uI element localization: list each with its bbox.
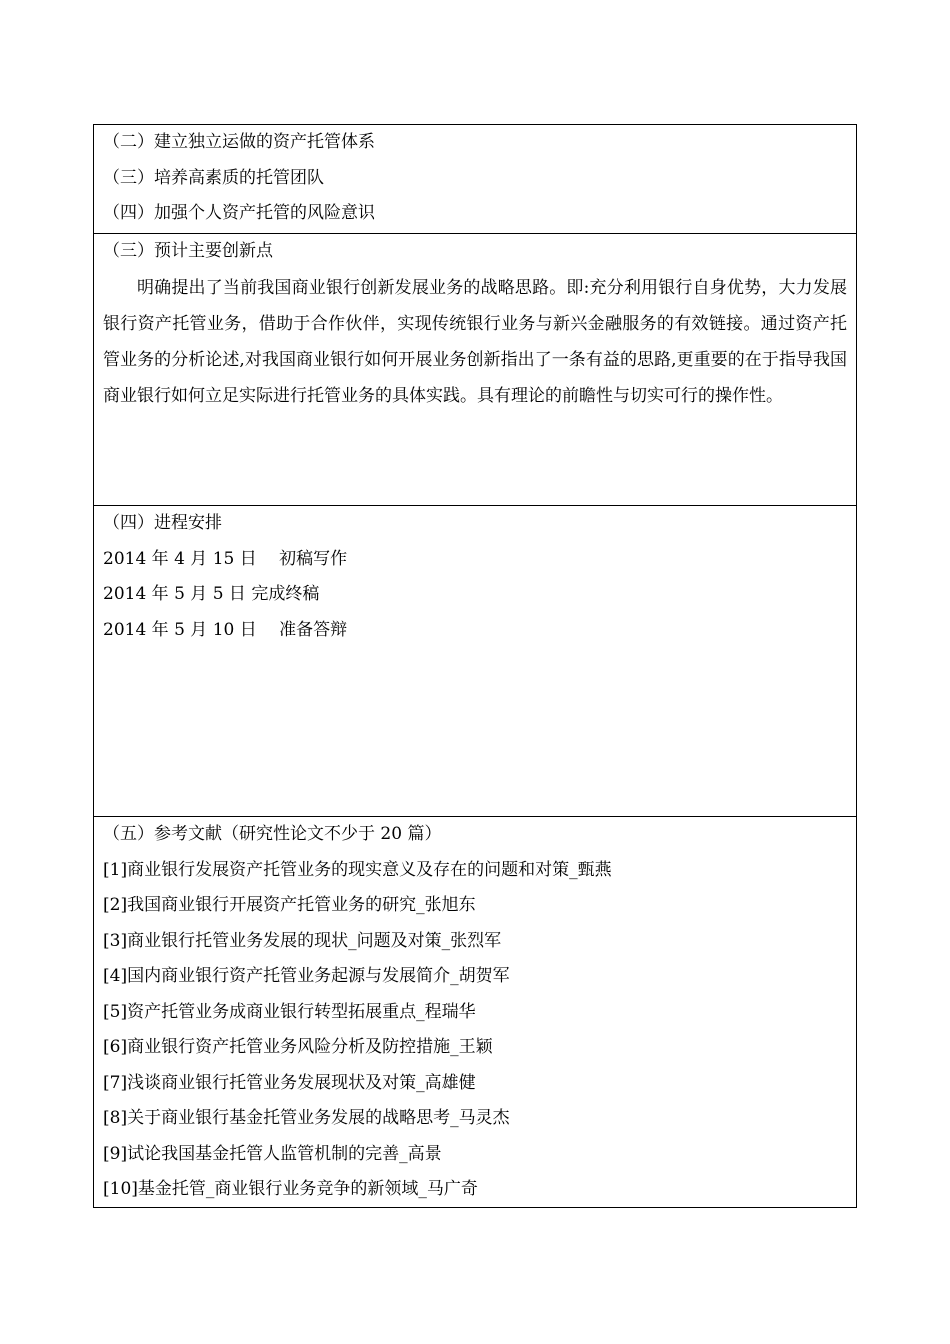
- reference-item: [4]国内商业银行资产托管业务起源与发展简介_胡贺军: [103, 966, 510, 986]
- innovation-cell: [94, 233, 856, 505]
- reference-item: [8]关于商业银行基金托管业务发展的战略思考_马灵杰: [103, 1108, 510, 1128]
- reference-item: [9]试论我国基金托管人监管机制的完善_高景: [103, 1143, 442, 1164]
- references-cell: [94, 816, 856, 1207]
- schedule-title: （四）进程安排: [103, 513, 222, 533]
- measure-item: （二）建立独立运做的资产托管体系: [103, 132, 375, 152]
- schedule-item: 2014 年 5 月 5 日 完成终稿: [103, 584, 320, 604]
- reference-item: [10]基金托管_商业银行业务竞争的新领域_马广奇: [103, 1179, 478, 1199]
- reference-item: [2]我国商业银行开展资产托管业务的研究_张旭东: [103, 895, 476, 915]
- reference-item: [5]资产托管业务成商业银行转型拓展重点_程瑞华: [103, 1001, 476, 1022]
- innovation-title: （三）预计主要创新点: [103, 241, 273, 261]
- reference-item: [1]商业银行发展资产托管业务的现实意义及存在的问题和对策_甄燕: [103, 859, 612, 880]
- schedule-item: 2014 年 5 月 10 日 准备答辩: [103, 619, 348, 640]
- reference-item: [3]商业银行托管业务发展的现状_问题及对策_张烈军: [103, 930, 502, 951]
- reference-item: [7]浅谈商业银行托管业务发展现状及对策_高雄健: [103, 1072, 476, 1093]
- proposal-table: [93, 124, 857, 1208]
- measures-cell: [94, 125, 856, 233]
- schedule-item: 2014 年 4 月 15 日 初稿写作: [103, 548, 348, 569]
- schedule-cell: [94, 505, 856, 816]
- references-title: （五）参考文献（研究性论文不少于 20 篇）: [103, 824, 442, 844]
- measure-item: （三）培养高素质的托管团队: [103, 167, 324, 188]
- measure-item: （四）加强个人资产托管的风险意识: [103, 203, 375, 223]
- reference-item: [6]商业银行资产托管业务风险分析及防控措施_王颖: [103, 1037, 493, 1057]
- innovation-paragraph: 明确提出了当前我国商业银行创新发展业务的战略思路。即:充分利用银行自身优势，大力发展银行资产托管业务，借助于合作伙伴，实现传统银行业务与新兴金融服务的有效链接。通过资产托管业务的分析论述,对我国商业银行如何开展业务创新指出了一条有益的思路,更重要的在于指导我国商业银行如何立足实际进行托管业务的具体实践。具有理论的前瞻性与切实可行的操作性。: [103, 277, 847, 406]
